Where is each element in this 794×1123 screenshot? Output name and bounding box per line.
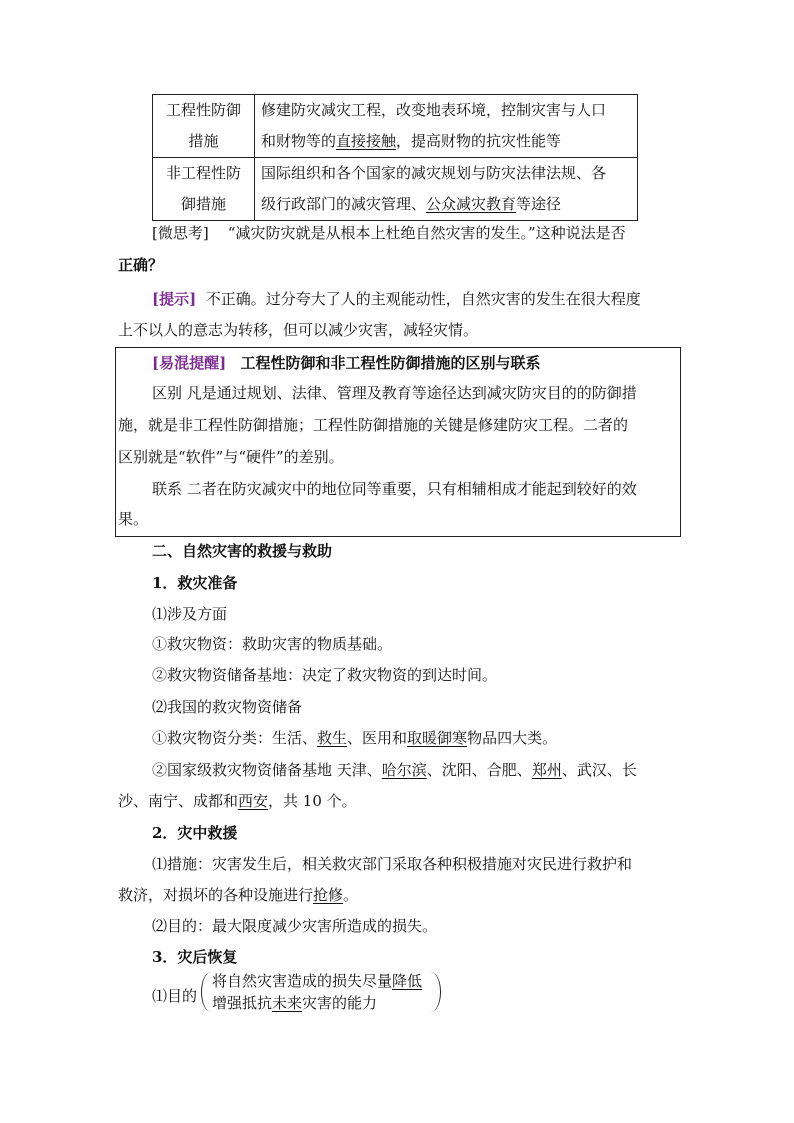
subsection-title: 1．救灾准备 xyxy=(152,574,238,592)
text-segment: ①救灾物资分类：生活、 xyxy=(152,729,318,747)
text-segment: ②国家级救灾物资储备基地 天津、 xyxy=(152,761,382,779)
hint-text: 不正确。过分夸大了人的主观能动性，自然灾害的发生在很大程度 xyxy=(205,290,641,308)
confuse-line: 区别就是“软件”与“硬件”的差别。 xyxy=(118,448,344,466)
content-text: 等途径 xyxy=(516,195,562,213)
text-segment: 、武汉、长 xyxy=(561,761,637,779)
header-line: 工程性防御 xyxy=(165,101,241,119)
brace-right xyxy=(430,972,441,1012)
text-segment: 物品四大类。 xyxy=(467,729,558,747)
confuse-tag: [易混提醒] xyxy=(152,354,227,372)
underlined-term: 抢修 xyxy=(313,886,344,904)
brace-left xyxy=(201,972,212,1012)
header-line: 御措施 xyxy=(180,195,226,213)
underlined-term: 直接接触 xyxy=(336,132,397,150)
text-segment: 、沈阳、合肥、 xyxy=(426,761,532,779)
think-text: “减灾防灾就是从根本上杜绝自然灾害的发生。”这种说法是否 xyxy=(227,224,626,242)
text-segment: 沙、南宁、成都和 xyxy=(118,792,239,810)
table-row xyxy=(153,158,638,221)
hint-line-2: 上不以人的意志为转移，但可以减少灾害，减轻灾情。 xyxy=(118,321,479,339)
subsection-title: 2．灾中救援 xyxy=(152,824,238,842)
row-header xyxy=(153,95,255,158)
think-line-2: 正确？ xyxy=(118,256,164,274)
think-tag: [微思考] xyxy=(152,224,209,242)
text-segment: 、医用和 xyxy=(347,729,408,747)
goal-line xyxy=(212,970,422,991)
item-text xyxy=(152,759,637,780)
item-text: ⑵目的：最大限度减少灾害所造成的损失。 xyxy=(152,917,438,935)
confuse-line: 联系 二者在防灾减灾中的地位同等重要，只有相辅相成才能起到较好的效 xyxy=(152,480,637,498)
underlined-term: 救生 xyxy=(317,729,348,747)
item-text: ①救灾物资：救助灾害的物质基础。 xyxy=(152,635,393,653)
text-segment: ，共 10 个。 xyxy=(268,792,357,810)
header-line: 措施 xyxy=(188,132,219,150)
underlined-term: 未来 xyxy=(272,994,303,1012)
section-title: 二、自然灾害的救援与救助 xyxy=(152,542,333,560)
item-text: ⑴措施：灾害发生后，相关救灾部门采取各种积极措施对灾民进行救护和 xyxy=(152,855,633,873)
goal-line xyxy=(212,992,377,1013)
confuse-line: 果。 xyxy=(118,510,149,528)
row-content xyxy=(255,95,638,158)
subsection-title: 3．灾后恢复 xyxy=(152,948,238,966)
content-text: 级行政部门的减灾管理、 xyxy=(261,195,427,213)
confusion-box xyxy=(115,347,681,537)
confuse-title: 工程性防御和非工程性防御措施的区别与联系 xyxy=(240,354,541,372)
hint-tag: [提示] xyxy=(152,290,197,308)
text-segment: 灾害的能力 xyxy=(302,994,378,1012)
text-segment: 增强抵抗 xyxy=(212,994,273,1012)
row-content xyxy=(255,158,638,221)
item-heading: ⑵我国的救灾物资储备 xyxy=(152,698,303,716)
text-segment: 。 xyxy=(343,886,359,904)
hint-line-1 xyxy=(152,288,641,309)
item-text xyxy=(118,884,358,905)
text-segment: 将自然灾害造成的损失尽量 xyxy=(212,972,393,990)
row-header xyxy=(153,158,255,221)
content-line: 修建防灾减灾工程，改变地表环境，控制灾害与人口 xyxy=(261,101,607,119)
confuse-line: 区别 凡是通过规划、法律、管理及教育等途径达到减灾防灾目的的防御措 xyxy=(152,384,637,402)
confuse-heading xyxy=(152,352,541,373)
underlined-term: 郑州 xyxy=(531,761,562,779)
item-text: ②救灾物资储备基地：决定了救灾物资的到达时间。 xyxy=(152,666,498,684)
underlined-term: 降低 xyxy=(392,972,423,990)
item-heading: ⑴目的 xyxy=(152,987,198,1005)
think-line-1 xyxy=(152,222,626,243)
measures-table xyxy=(152,94,638,221)
item-heading: ⑴涉及方面 xyxy=(152,605,228,623)
header-line: 非工程性防 xyxy=(165,164,241,182)
item-text xyxy=(152,727,557,748)
underlined-term: 取暖御寒 xyxy=(407,729,468,747)
underlined-term: 哈尔滨 xyxy=(381,761,427,779)
underlined-term: 西安 xyxy=(238,792,269,810)
content-text: ，提高财物的抗灾性能等 xyxy=(396,132,562,150)
text-segment: 救济，对损坏的各种设施进行 xyxy=(118,886,314,904)
content-line: 国际组织和各个国家的减灾规划与防灾法律法规、各 xyxy=(261,164,607,182)
underlined-term: 公众减灾教育 xyxy=(426,195,517,213)
content-text: 和财物等的 xyxy=(261,132,337,150)
confuse-line: 施，就是非工程性防御措施；工程性防御措施的关键是修建防灾工程。二者的 xyxy=(118,416,629,434)
item-text xyxy=(118,790,357,811)
table-row xyxy=(153,95,638,158)
